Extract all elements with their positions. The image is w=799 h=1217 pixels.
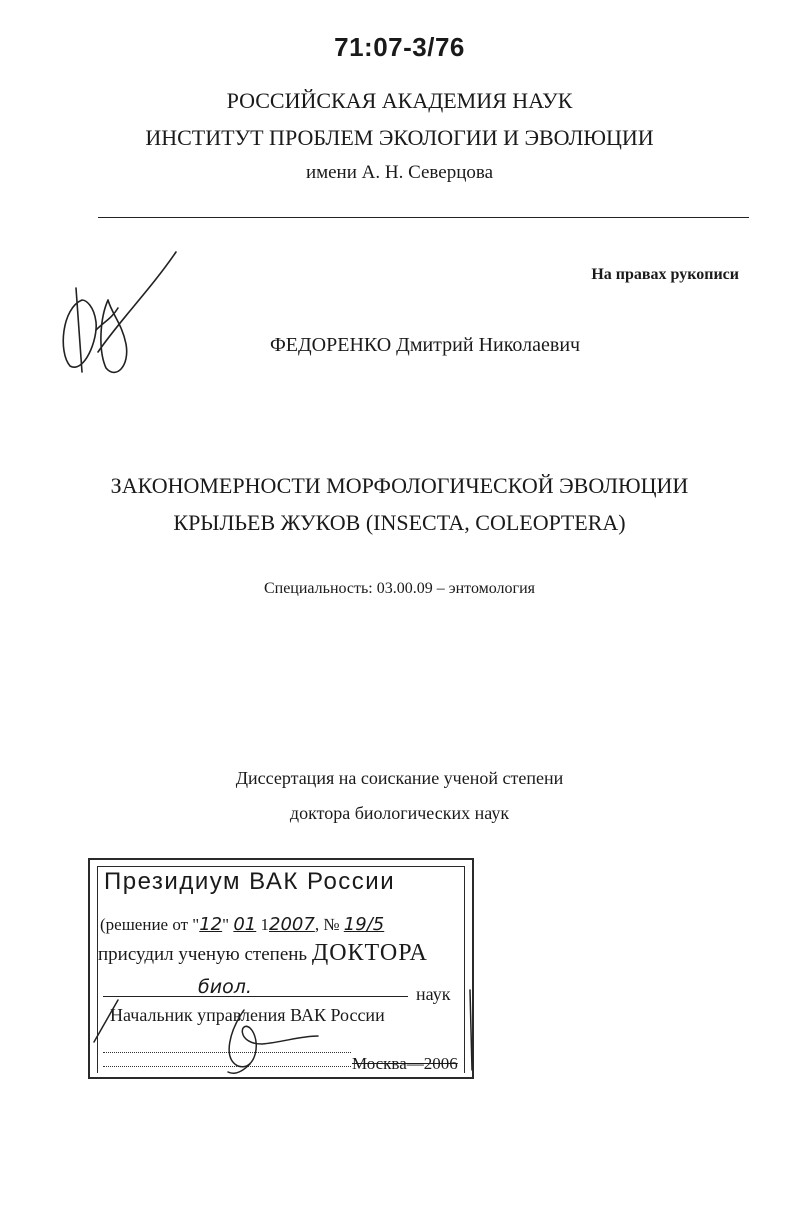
decision-day: 12	[199, 914, 223, 935]
decision-number: 19/5	[343, 914, 385, 935]
decision-sep-2: 1	[260, 915, 269, 934]
decision-month: 01	[233, 914, 257, 935]
author-name: ФЕДОРЕНКО Дмитрий Николаевич	[270, 334, 581, 356]
decision-prefix: (решение от "	[100, 915, 200, 934]
decision-number-label: , №	[314, 915, 340, 934]
stamp-field-suffix: наук	[416, 984, 451, 1004]
specialty: Специальность: 03.00.09 – энтомология	[263, 580, 536, 597]
manuscript-rights-note: На правах рукописи	[591, 266, 739, 283]
thesis-title-line-1: ЗАКОНОМЕРНОСТИ МОРФОЛОГИЧЕСКОЙ ЭВОЛЮЦИИ	[110, 473, 689, 498]
stamp-title: Президиум ВАК России	[104, 868, 396, 895]
dissertation-line-1: Диссертация на соискание ученой степени	[235, 768, 564, 788]
dissertation-line-2: доктора биологических наук	[289, 803, 510, 823]
thesis-title-line-2: КРЫЛЬЕВ ЖУКОВ (INSECTA, COLEOPTERA)	[173, 510, 626, 535]
stamp-city-year: Москва—2006	[352, 1054, 458, 1073]
institute-named-after: имени А. Н. Северцова	[305, 162, 494, 183]
stamp-head-title: Начальник управления ВАК России	[110, 1005, 385, 1025]
decision-year: 2007	[269, 914, 315, 935]
degree-text: ДОКТОРА	[311, 940, 428, 966]
stamp-field-handwritten: биол.	[198, 976, 252, 998]
document-code: 71:07-3/76	[334, 32, 465, 62]
decision-sep-1: "	[222, 915, 230, 934]
awarded-text: присудил ученую степень	[98, 944, 308, 965]
academy-name: РОССИЙСКАЯ АКАДЕМИЯ НАУК	[226, 88, 573, 113]
institute-name: ИНСТИТУТ ПРОБЛЕМ ЭКОЛОГИИ И ЭВОЛЮЦИИ	[145, 125, 654, 150]
